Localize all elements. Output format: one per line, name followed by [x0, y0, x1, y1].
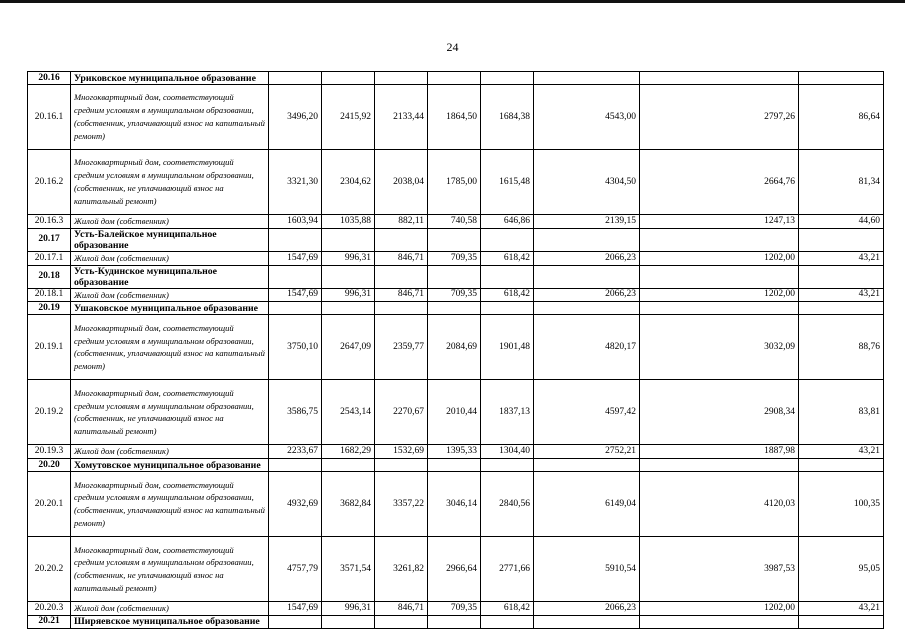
value-cell: 3357,22 — [375, 472, 428, 537]
empty-cell — [481, 615, 534, 628]
empty-cell — [481, 302, 534, 315]
value-cell: 100,35 — [799, 472, 884, 537]
value-cell: 1304,40 — [481, 445, 534, 459]
empty-cell — [375, 302, 428, 315]
row-code: 20.20.3 — [28, 602, 71, 616]
row-description: Жилой дом (собственник) — [71, 288, 269, 302]
value-cell: 740,58 — [428, 215, 481, 229]
table-row — [28, 215, 884, 229]
value-cell: 846,71 — [375, 602, 428, 616]
empty-cell — [322, 265, 375, 288]
value-cell: 618,42 — [481, 288, 534, 302]
table-body — [28, 72, 884, 629]
section-row — [28, 228, 884, 251]
row-code: 20.19.1 — [28, 315, 71, 380]
value-cell: 4932,69 — [269, 472, 322, 537]
value-cell: 1887,98 — [640, 445, 799, 459]
value-cell: 1547,69 — [269, 288, 322, 302]
section-code: 20.21 — [28, 615, 71, 628]
empty-cell — [375, 265, 428, 288]
empty-cell — [322, 72, 375, 85]
table-row — [28, 251, 884, 265]
value-cell: 1202,00 — [640, 251, 799, 265]
row-description: Многоквартирный дом, соответствующий средним условиям в муниципальном образовании, (собственник, уплачивающий взнос на капитальный ремонт) — [71, 472, 269, 537]
value-cell: 3987,53 — [640, 537, 799, 602]
row-code: 20.20.2 — [28, 537, 71, 602]
empty-cell — [269, 265, 322, 288]
table-row — [28, 288, 884, 302]
value-cell: 2664,76 — [640, 150, 799, 215]
section-row — [28, 265, 884, 288]
value-cell: 43,21 — [799, 251, 884, 265]
section-title: Хомутовское муниципальное образование — [71, 459, 269, 472]
empty-cell — [428, 228, 481, 251]
value-cell: 2752,21 — [534, 445, 640, 459]
value-cell: 2133,44 — [375, 85, 428, 150]
row-description: Многоквартирный дом, соответствующий средним условиям в муниципальном образовании, (собственник, не уплачивающий взнос на капитальный ремонт) — [71, 537, 269, 602]
table-row — [28, 150, 884, 215]
value-cell: 43,21 — [799, 602, 884, 616]
empty-cell — [534, 302, 640, 315]
value-cell: 88,76 — [799, 315, 884, 380]
value-cell: 996,31 — [322, 288, 375, 302]
empty-cell — [640, 459, 799, 472]
value-cell: 4757,79 — [269, 537, 322, 602]
empty-cell — [534, 228, 640, 251]
row-code: 20.16.2 — [28, 150, 71, 215]
value-cell: 618,42 — [481, 251, 534, 265]
value-cell: 5910,54 — [534, 537, 640, 602]
section-row — [28, 459, 884, 472]
value-cell: 4820,17 — [534, 315, 640, 380]
value-cell: 43,21 — [799, 445, 884, 459]
value-cell: 3046,14 — [428, 472, 481, 537]
value-cell: 4120,03 — [640, 472, 799, 537]
page-number: 24 — [446, 40, 459, 54]
value-cell: 2543,14 — [322, 380, 375, 445]
value-cell: 1864,50 — [428, 85, 481, 150]
value-cell: 6149,04 — [534, 472, 640, 537]
value-cell: 1837,13 — [481, 380, 534, 445]
empty-cell — [428, 72, 481, 85]
value-cell: 1247,13 — [640, 215, 799, 229]
value-cell: 2908,34 — [640, 380, 799, 445]
value-cell: 846,71 — [375, 288, 428, 302]
value-cell: 2139,15 — [534, 215, 640, 229]
empty-cell — [799, 72, 884, 85]
value-cell: 709,35 — [428, 251, 481, 265]
empty-cell — [481, 459, 534, 472]
value-cell: 3261,82 — [375, 537, 428, 602]
value-cell: 1395,33 — [428, 445, 481, 459]
value-cell: 1035,88 — [322, 215, 375, 229]
empty-cell — [799, 302, 884, 315]
value-cell: 2066,23 — [534, 602, 640, 616]
section-code: 20.19 — [28, 302, 71, 315]
value-cell: 4597,42 — [534, 380, 640, 445]
empty-cell — [322, 302, 375, 315]
empty-cell — [481, 265, 534, 288]
row-description: Многоквартирный дом, соответствующий средним условиям в муниципальном образовании, (собственник, не уплачивающий взнос на капитальный ремонт) — [71, 150, 269, 215]
section-code: 20.20 — [28, 459, 71, 472]
empty-cell — [375, 228, 428, 251]
table-row — [28, 602, 884, 616]
empty-cell — [322, 459, 375, 472]
value-cell: 2304,62 — [322, 150, 375, 215]
value-cell: 2359,77 — [375, 315, 428, 380]
empty-cell — [640, 615, 799, 628]
value-cell: 86,64 — [799, 85, 884, 150]
value-cell: 618,42 — [481, 602, 534, 616]
empty-cell — [375, 459, 428, 472]
empty-cell — [481, 228, 534, 251]
value-cell: 3032,09 — [640, 315, 799, 380]
value-cell: 709,35 — [428, 602, 481, 616]
empty-cell — [799, 228, 884, 251]
empty-cell — [640, 228, 799, 251]
empty-cell — [322, 228, 375, 251]
empty-cell — [375, 615, 428, 628]
value-cell: 1901,48 — [481, 315, 534, 380]
empty-cell — [481, 72, 534, 85]
row-description: Жилой дом (собственник) — [71, 445, 269, 459]
value-cell: 2038,04 — [375, 150, 428, 215]
row-code: 20.16.3 — [28, 215, 71, 229]
value-cell: 1785,00 — [428, 150, 481, 215]
value-cell: 1603,94 — [269, 215, 322, 229]
row-description: Жилой дом (собственник) — [71, 251, 269, 265]
row-description: Многоквартирный дом, соответствующий средним условиям в муниципальном образовании, (собственник, уплачивающий взнос на капитальный ремонт) — [71, 315, 269, 380]
empty-cell — [269, 228, 322, 251]
tariff-table — [27, 71, 884, 629]
value-cell: 2771,66 — [481, 537, 534, 602]
value-cell: 646,86 — [481, 215, 534, 229]
value-cell: 3586,75 — [269, 380, 322, 445]
row-code: 20.18.1 — [28, 288, 71, 302]
value-cell: 2647,09 — [322, 315, 375, 380]
value-cell: 1547,69 — [269, 251, 322, 265]
section-row — [28, 72, 884, 85]
table-row — [28, 85, 884, 150]
value-cell: 996,31 — [322, 602, 375, 616]
value-cell: 2066,23 — [534, 288, 640, 302]
table-row — [28, 380, 884, 445]
section-code: 20.17 — [28, 228, 71, 251]
value-cell: 3750,10 — [269, 315, 322, 380]
value-cell: 43,21 — [799, 288, 884, 302]
value-cell: 3496,20 — [269, 85, 322, 150]
section-code: 20.16 — [28, 72, 71, 85]
table-row — [28, 472, 884, 537]
row-description: Жилой дом (собственник) — [71, 215, 269, 229]
table-row — [28, 445, 884, 459]
value-cell: 3571,54 — [322, 537, 375, 602]
table-row — [28, 315, 884, 380]
empty-cell — [534, 459, 640, 472]
value-cell: 1682,29 — [322, 445, 375, 459]
row-description: Жилой дом (собственник) — [71, 602, 269, 616]
value-cell: 2066,23 — [534, 251, 640, 265]
empty-cell — [375, 72, 428, 85]
value-cell: 2966,64 — [428, 537, 481, 602]
value-cell: 3682,84 — [322, 472, 375, 537]
empty-cell — [534, 265, 640, 288]
section-title: Уриковское муниципальное образование — [71, 72, 269, 85]
section-title: Ушаковское муниципальное образование — [71, 302, 269, 315]
section-code: 20.18 — [28, 265, 71, 288]
value-cell: 4304,50 — [534, 150, 640, 215]
empty-cell — [428, 265, 481, 288]
row-code: 20.17.1 — [28, 251, 71, 265]
empty-cell — [269, 459, 322, 472]
empty-cell — [269, 302, 322, 315]
section-title: Усть-Балейское муниципальное образование — [71, 228, 269, 251]
value-cell: 2010,44 — [428, 380, 481, 445]
row-code: 20.19.3 — [28, 445, 71, 459]
empty-cell — [640, 302, 799, 315]
value-cell: 4543,00 — [534, 85, 640, 150]
value-cell: 1684,38 — [481, 85, 534, 150]
value-cell: 1532,69 — [375, 445, 428, 459]
empty-cell — [640, 265, 799, 288]
row-description: Многоквартирный дом, соответствующий средним условиям в муниципальном образовании, (собственник, уплачивающий взнос на капитальный ремонт) — [71, 85, 269, 150]
value-cell: 2084,69 — [428, 315, 481, 380]
empty-cell — [428, 302, 481, 315]
empty-cell — [799, 459, 884, 472]
empty-cell — [269, 72, 322, 85]
empty-cell — [640, 72, 799, 85]
empty-cell — [428, 459, 481, 472]
value-cell: 2797,26 — [640, 85, 799, 150]
value-cell: 1547,69 — [269, 602, 322, 616]
value-cell: 2415,92 — [322, 85, 375, 150]
value-cell: 95,05 — [799, 537, 884, 602]
value-cell: 1202,00 — [640, 602, 799, 616]
section-row — [28, 615, 884, 628]
empty-cell — [534, 72, 640, 85]
value-cell: 882,11 — [375, 215, 428, 229]
empty-cell — [322, 615, 375, 628]
row-description: Многоквартирный дом, соответствующий средним условиям в муниципальном образовании, (собственник, не уплачивающий взнос на капитальный ремонт) — [71, 380, 269, 445]
row-code: 20.20.1 — [28, 472, 71, 537]
section-title: Усть-Кудинское муниципальное образование — [71, 265, 269, 288]
empty-cell — [799, 615, 884, 628]
scan-top-edge — [0, 0, 905, 3]
value-cell: 1615,48 — [481, 150, 534, 215]
section-title: Ширяевское муниципальное образование — [71, 615, 269, 628]
value-cell: 709,35 — [428, 288, 481, 302]
empty-cell — [269, 615, 322, 628]
value-cell: 1202,00 — [640, 288, 799, 302]
value-cell: 846,71 — [375, 251, 428, 265]
value-cell: 996,31 — [322, 251, 375, 265]
value-cell: 83,81 — [799, 380, 884, 445]
empty-cell — [799, 265, 884, 288]
value-cell: 2233,67 — [269, 445, 322, 459]
row-code: 20.16.1 — [28, 85, 71, 150]
empty-cell — [534, 615, 640, 628]
table-row — [28, 537, 884, 602]
value-cell: 81,34 — [799, 150, 884, 215]
empty-cell — [428, 615, 481, 628]
value-cell: 2270,67 — [375, 380, 428, 445]
section-row — [28, 302, 884, 315]
value-cell: 2840,56 — [481, 472, 534, 537]
value-cell: 3321,30 — [269, 150, 322, 215]
row-code: 20.19.2 — [28, 380, 71, 445]
value-cell: 44,60 — [799, 215, 884, 229]
